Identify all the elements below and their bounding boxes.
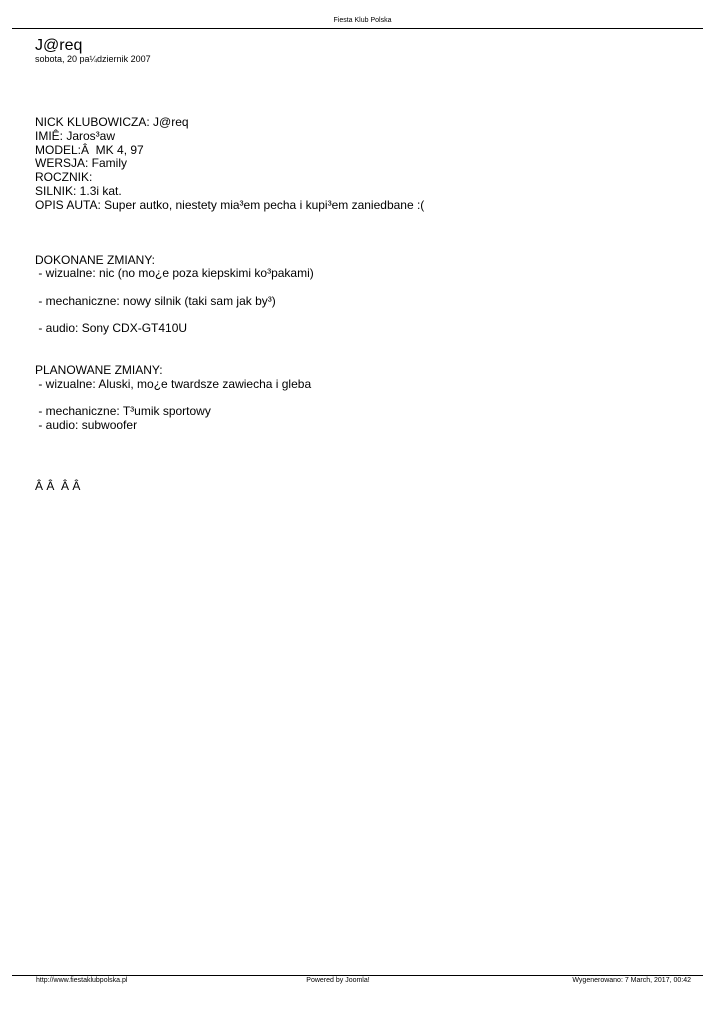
planned-changes-mechanical: - mechaniczne: T³umik sportowy (35, 403, 211, 418)
done-changes-heading: DOKONANE ZMIANY: (35, 252, 156, 267)
header-divider (12, 28, 703, 29)
article-header (35, 37, 695, 64)
planned-changes-heading: PLANOWANE ZMIANY: (35, 362, 163, 377)
profile-version: WERSJA: Family (35, 156, 128, 171)
footer-site-url: http://www.fiestaklubpolska.pl (36, 977, 128, 984)
article-title: J@req (35, 37, 83, 54)
trailing-characters: Â Â Â Â (35, 479, 81, 494)
profile-year: ROCZNIK: (35, 170, 93, 185)
planned-changes-audio: - audio: subwoofer (35, 417, 138, 432)
spacer (35, 336, 695, 364)
profile-model: MODEL:Â MK 4, 97 (35, 142, 144, 157)
done-changes-visual: - wizualne: nic (no mo¿e poza kiepskimi ko³pakami) (35, 266, 314, 281)
footer-powered-by: Powered by Joomla! (306, 977, 370, 984)
profile-name: IMIÊ: Jaros³aw (35, 128, 116, 143)
spacer (35, 213, 695, 254)
profile-engine: SILNIK: 1.3i kat. (35, 183, 122, 198)
profile-description: OPIS AUTA: Super autko, niestety mia³em pecha i kupi³em zaniedbane :( (35, 197, 425, 212)
planned-changes-visual: - wizualne: Aluski, mo¿e twardsze zawiecha i gleba (35, 376, 312, 391)
spacer (35, 391, 695, 405)
site-name-header: Fiesta Klub Polska (333, 17, 392, 24)
article-body (35, 116, 695, 494)
profile-nick: NICK KLUBOWICZA: J@req (35, 115, 189, 129)
footer-divider (12, 975, 703, 976)
spacer (35, 308, 695, 322)
footer-generated-date: Wygenerowano: 7 March, 2017, 00:42 (572, 977, 691, 984)
spacer (35, 281, 695, 295)
spacer (35, 432, 695, 480)
done-changes-audio: - audio: Sony CDX-GT410U (35, 320, 188, 335)
done-changes-mechanical: - mechaniczne: nowy silnik (taki sam jak by³) (35, 293, 276, 308)
article-date: sobota, 20 pa¼dziernik 2007 (35, 54, 151, 64)
